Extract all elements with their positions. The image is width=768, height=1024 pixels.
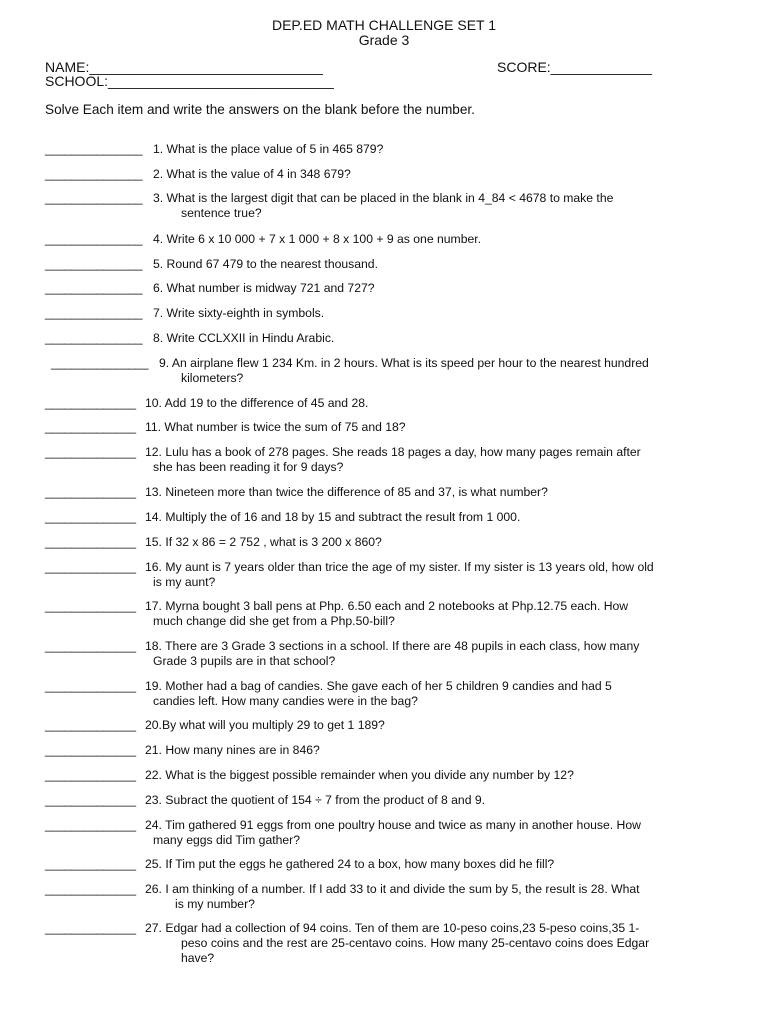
question-text-continued: is my number? [175,897,255,911]
answer-blank[interactable]: ______________ [45,510,136,524]
answer-blank[interactable]: ______________ [45,882,136,896]
question-text: 7. Write sixty-eighth in symbols. [153,306,325,320]
answer-blank[interactable]: ______________ [45,420,136,434]
answer-blank[interactable]: ______________ [45,535,136,549]
question-text: 14. Multiply the of 16 and 18 by 15 and subtract the result from 1 000. [145,510,521,524]
worksheet-title: DEP.ED MATH CHALLENGE SET 1 [271,17,497,33]
question-text: 22. What is the biggest possible remainder when you divide any number by 12? [145,768,574,782]
question-text: 8. Write CCLXXII in Hindu Arabic. [153,331,335,345]
question-text: 24. Tim gathered 91 eggs from one poultry house and twice as many in another house. How [145,818,641,832]
question-text: 20.By what will you multiply 29 to get 1 189? [145,718,385,732]
question-text: 9. An airplane flew 1 234 Km. in 2 hours. What is its speed per hour to the nearest hundred [159,356,649,370]
answer-blank[interactable]: ______________ [45,718,136,732]
answer-blank[interactable]: _______________ [45,306,143,320]
question-text-continued: have? [181,951,215,965]
answer-blank[interactable]: _______________ [45,257,143,271]
answer-blank[interactable]: _______________ [45,331,143,345]
question-text: 10. Add 19 to the difference of 45 and 28. [145,396,369,410]
question-text: 12. Lulu has a book of 278 pages. She reads 18 pages a day, how many pages remain after [145,445,641,459]
question-text: 21. How many nines are in 846? [145,743,320,757]
question-text: 4. Write 6 x 10 000 + 7 x 1 000 + 8 x 100 + 9 as one number. [153,232,482,246]
answer-blank[interactable]: ______________ [45,560,136,574]
question-text-continued: much change did she get from a Php.50-bill? [153,614,395,628]
answer-blank[interactable]: _______________ [45,232,143,246]
question-text: 17. Myrna bought 3 ball pens at Php. 6.50 each and 2 notebooks at Php.12.75 each. How [145,599,629,613]
question-text-continued: Grade 3 pupils are in that school? [153,654,336,668]
answer-blank[interactable]: ______________ [45,445,136,459]
question-text: 13. Nineteen more than twice the difference of 85 and 37, is what number? [145,485,548,499]
question-text: 11. What number is twice the sum of 75 and 18? [145,420,406,434]
instructions: Solve Each item and write the answers on the blank before the number. [45,102,475,117]
answer-blank[interactable]: _______________ [45,281,143,295]
name-field[interactable]: NAME:______________________________ [45,59,323,75]
question-text: 27. Edgar had a collection of 94 coins. Ten of them are 10-peso coins,23 5-peso coins,35 1- [145,921,640,935]
worksheet-grade: Grade 3 [358,32,410,48]
question-text: 2. What is the value of 4 in 348 679? [153,167,351,181]
question-text-continued: sentence true? [181,206,262,220]
answer-blank[interactable]: ______________ [45,396,136,410]
answer-blank[interactable]: ______________ [45,743,136,757]
answer-blank[interactable]: ______________ [45,599,136,613]
school-field[interactable]: SCHOOL:_____________________________ [45,73,334,89]
question-text: 16. My aunt is 7 years older than trice the age of my sister. If my sister is 13 years old, how old [145,560,654,574]
question-text: 18. There are 3 Grade 3 sections in a school. If there are 48 pupils in each class, how many [145,639,640,653]
question-text: 15. If 32 x 86 = 2 752 , what is 3 200 x 860? [145,535,382,549]
answer-blank[interactable]: ______________ [45,793,136,807]
question-text-continued: candies left. How many candies were in the bag? [153,694,418,708]
answer-blank[interactable]: ______________ [45,768,136,782]
answer-blank[interactable]: ______________ [45,679,136,693]
answer-blank[interactable]: ______________ [45,485,136,499]
question-text-continued: kilometers? [181,371,244,385]
score-field[interactable]: SCORE:_____________ [497,59,652,75]
question-text: 6. What number is midway 721 and 727? [153,281,375,295]
question-text: 5. Round 67 479 to the nearest thousand. [153,257,378,271]
answer-blank[interactable]: _______________ [45,142,143,156]
question-text: 23. Subract the quotient of 154 ÷ 7 from the product of 8 and 9. [145,793,486,807]
answer-blank[interactable]: ______________ [45,639,136,653]
answer-blank[interactable]: _______________ [45,191,143,205]
question-text: 26. I am thinking of a number. If I add 33 to it and divide the sum by 5, the result is 28. What [145,882,640,896]
answer-blank[interactable]: _______________ [45,167,143,181]
answer-blank[interactable]: ______________ [45,857,136,871]
question-text: 25. If Tim put the eggs he gathered 24 to a box, how many boxes did he fill? [145,857,555,871]
question-text-continued: many eggs did Tim gather? [153,833,301,847]
question-text-continued: is my aunt? [153,575,216,589]
question-text-continued: peso coins and the rest are 25-centavo coins. How many 25-centavo coins does Edgar [181,936,650,950]
question-text: 19. Mother had a bag of candies. She gave each of her 5 children 9 candies and had 5 [145,679,612,693]
question-text: 3. What is the largest digit that can be placed in the blank in 4_84 < 4678 to make the [153,191,614,205]
question-text: 1. What is the place value of 5 in 465 879? [153,142,384,156]
answer-blank[interactable]: ______________ [45,818,136,832]
answer-blank[interactable]: _______________ [51,356,149,370]
question-text-continued: she has been reading it for 9 days? [153,460,344,474]
answer-blank[interactable]: ______________ [45,921,136,935]
